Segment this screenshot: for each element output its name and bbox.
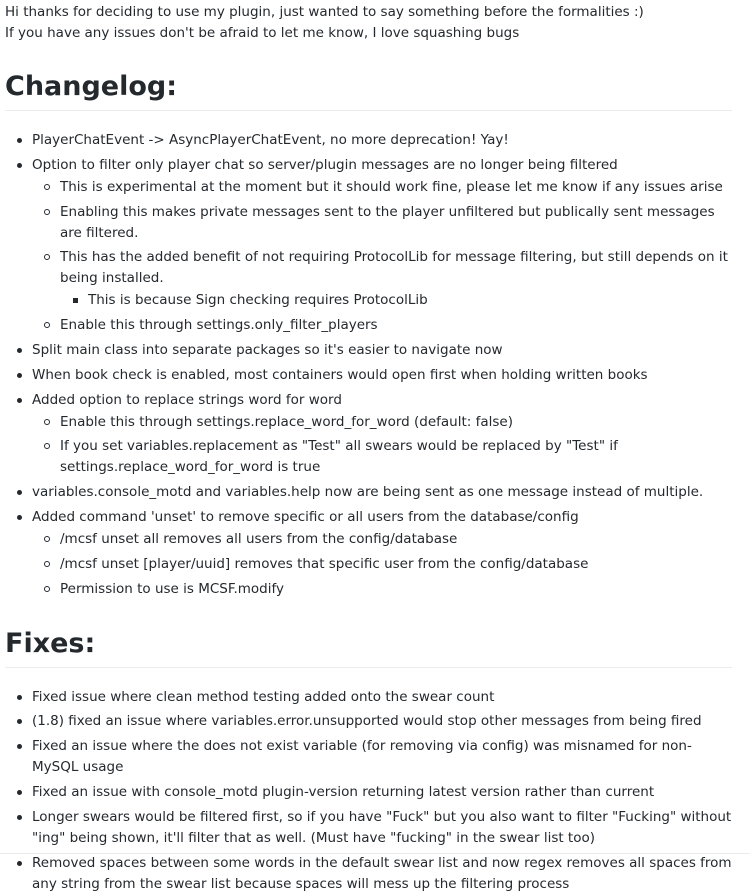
sub-list [32,412,732,479]
list-item-text: Split main class into separate packages so it's easier to navigate now [32,341,503,358]
sub-list [32,177,732,336]
list-item-text: Added option to replace strings word for word [32,391,342,408]
list-item-text: PlayerChatEvent -> AsyncPlayerChatEvent, no more deprecation! Yay! [32,132,509,148]
list-item-text: variables.console_motd and variables.help now are being sent as one message instead of multiple. [32,484,704,501]
sub-list-item-text: This has the added benefit of not requiring ProtocolLib for message filtering, but still depends on it being installed. [60,249,728,287]
list-item [5,482,732,503]
list-item: (1.8) fixed an issue where variables.error.unsupported would stop other messages from being fired [5,711,732,732]
list-item: Fixed an issue with console_motd plugin-version returning latest version rather than current [5,782,732,803]
list-item [5,155,732,336]
fixes-heading: Fixes: [5,627,732,668]
sub-list-item: /mcsf unset all removes all users from the config/database [32,529,732,550]
intro-line-2: If you have any issues don't be afraid to let me know, I love squashing bugs [5,25,520,41]
list-item [5,130,732,151]
changelog-list [5,130,732,600]
list-item [5,365,732,386]
list-item-text: When book check is enabled, most containers would open first when holding written books [32,366,648,383]
changelog-heading: Changelog: [5,70,732,111]
intro-paragraph [5,2,732,44]
sub-list [32,529,732,600]
sub-list-item: Permission to use is MCSF.modify [32,579,732,600]
list-item [5,507,732,600]
list-item: Removed spaces between some words in the default swear list and now regex removes all spaces from any string from the swear list because spaces will mess up the filtering process [5,853,732,895]
readme-document [5,0,732,895]
fixes-list [5,687,732,895]
list-item: Fixed issue where clean method testing added onto the swear count [5,687,732,708]
sub-list-item: Enabling this makes private messages sent to the player unfiltered but publically sent messages are filtered. [32,202,732,244]
sub-list-item: Enable this through settings.only_filter_players [32,315,732,336]
list-item-text: Option to filter only player chat so server/plugin messages are no longer being filtered [32,156,618,173]
list-item-text: Added command 'unset' to remove specific or all users from the database/config [32,508,579,525]
sub-list-item: /mcsf unset [player/uuid] removes that specific user from the config/database [32,554,732,575]
list-item: Fixed an issue where the does not exist variable (for removing via config) was misnamed for non-MySQL usage [5,736,732,778]
list-item [5,390,732,479]
sub-sub-list-item: This is because Sign checking requires ProtocolLib [60,290,732,311]
sub-list-item: Enable this through settings.replace_word_for_word (default: false) [32,412,732,433]
sub-list-item: This is experimental at the moment but it should work fine, please let me know if any issues arise [32,177,732,198]
list-item [5,340,732,361]
intro-line-1: Hi thanks for deciding to use my plugin, just wanted to say something before the formalities :) [5,4,644,20]
list-item: Longer swears would be filtered first, so if you have "Fuck" but you also want to filter "Fucking" without "ing" being shown, it'll filter that as well. (Must have "fucking" in the swear list too) [5,807,732,849]
bottom-divider [0,853,750,854]
sub-list-item: If you set variables.replacement as "Test" all swears would be replaced by "Test" if settings.replace_word_for_word is true [32,436,732,478]
sub-list-item [32,247,732,311]
sub-sub-list [60,290,732,311]
